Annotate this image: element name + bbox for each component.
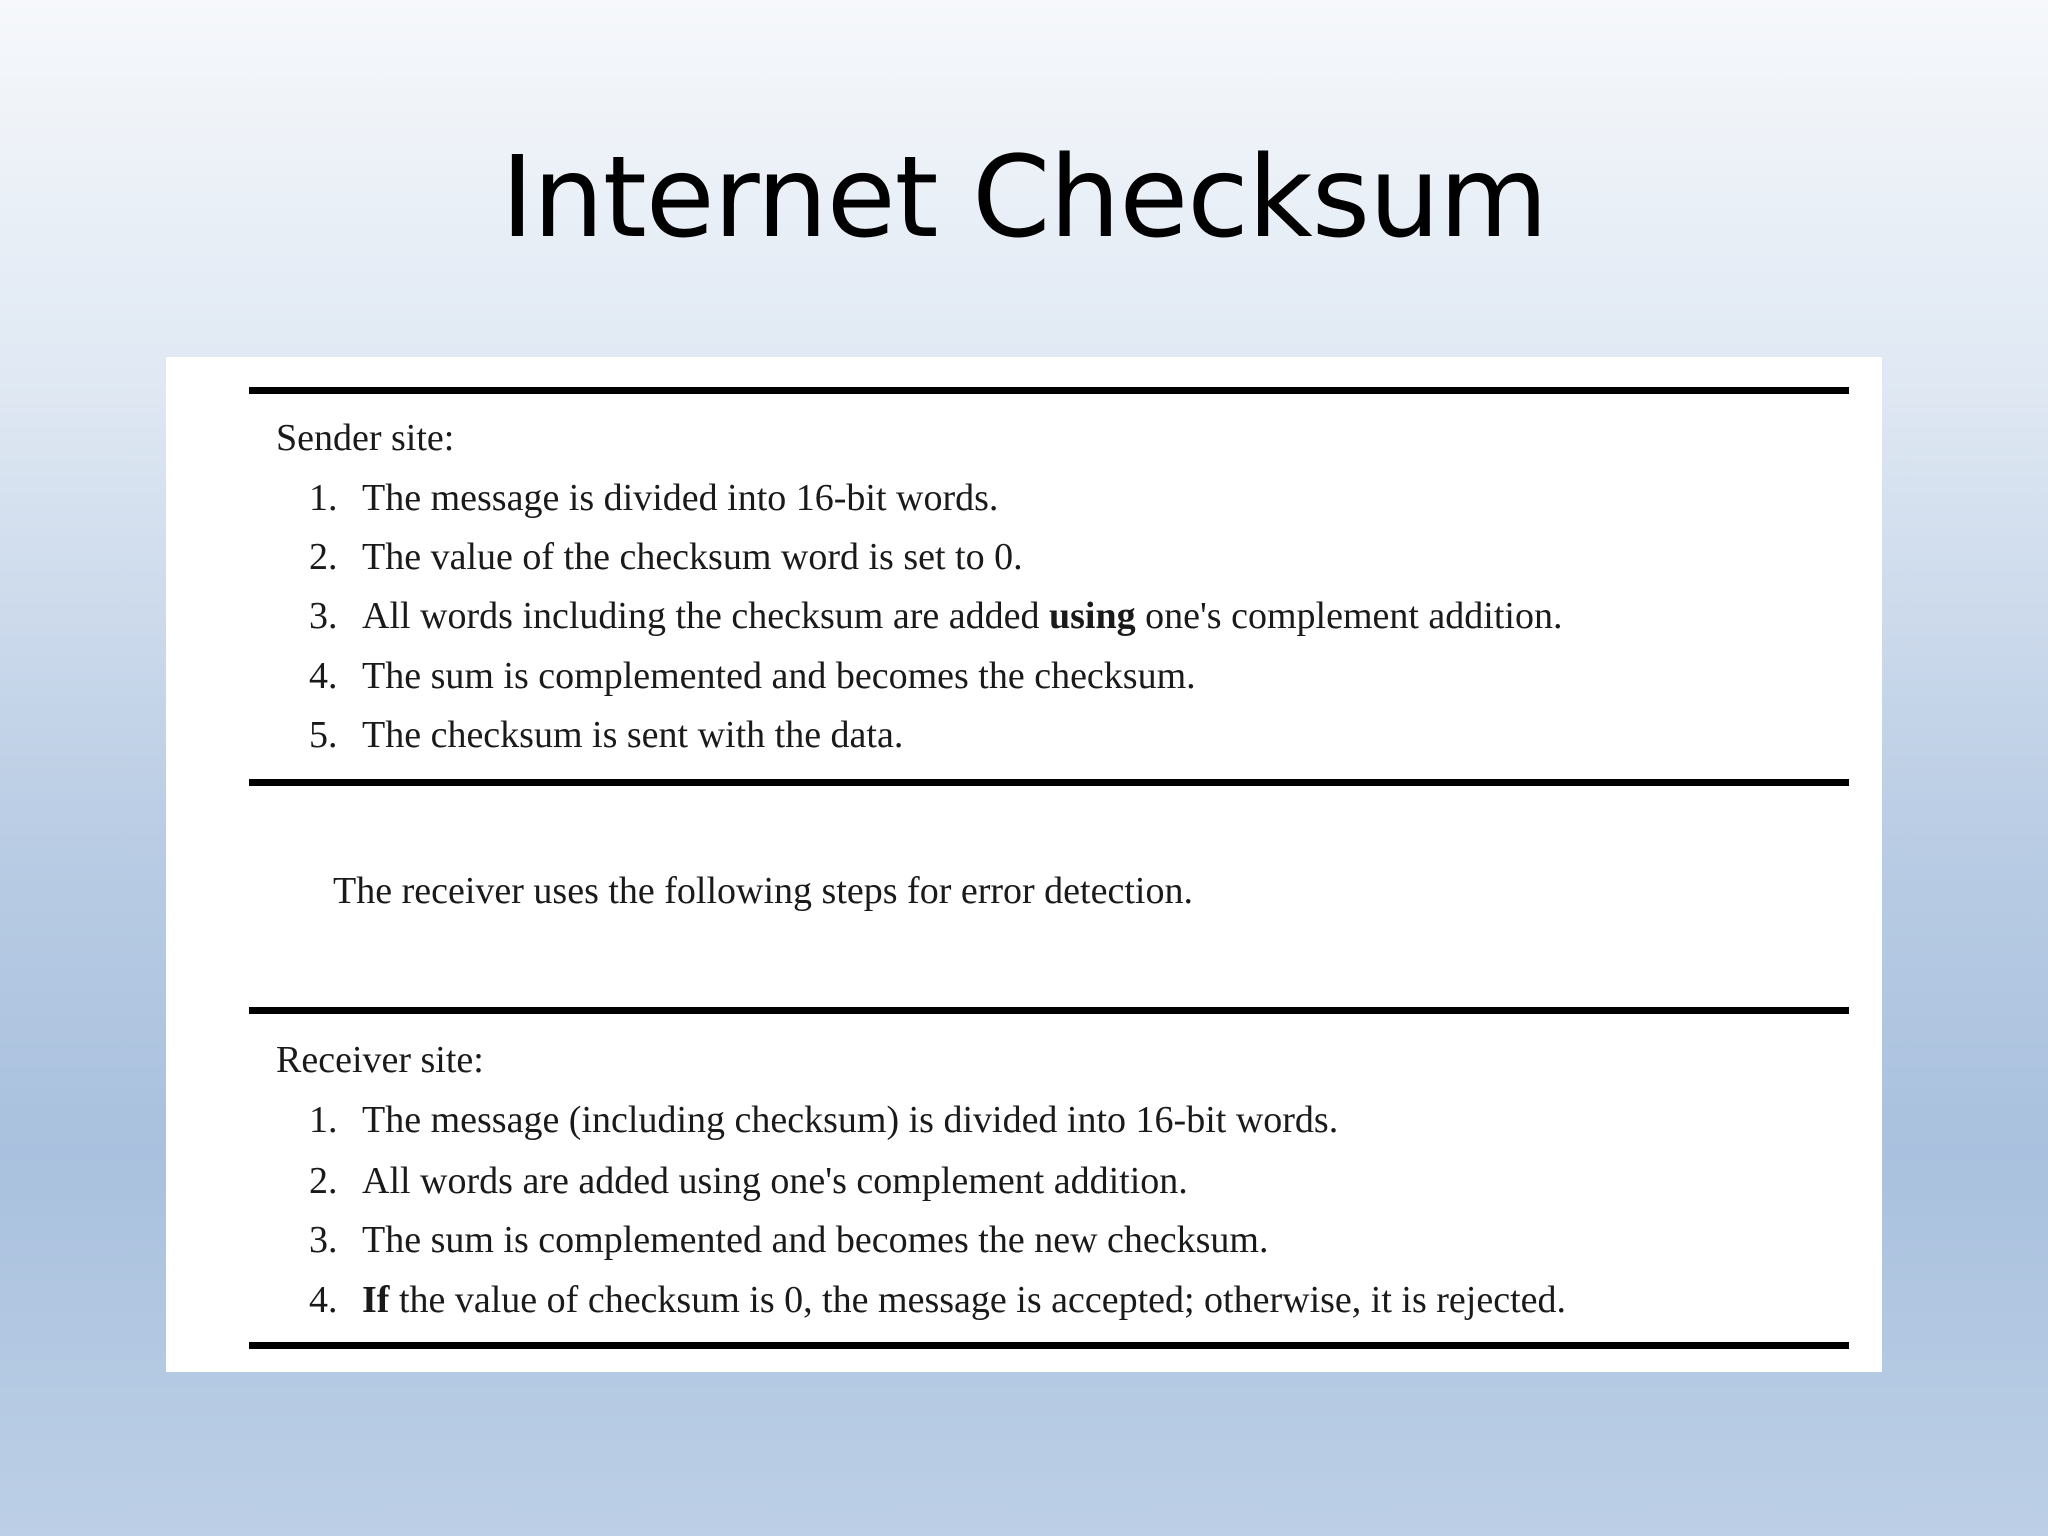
step-number: 2.	[309, 536, 338, 578]
slide-title: Internet Checksum	[500, 133, 1548, 263]
rule-bottom	[249, 1342, 1849, 1349]
step-number: 2.	[309, 1160, 338, 1202]
step-text: The checksum is sent with the data.	[362, 714, 904, 756]
content-image	[166, 357, 1882, 1372]
rule-sender-bottom	[249, 779, 1849, 786]
rule-receiver-top	[249, 1007, 1849, 1014]
step-text: The sum is complemented and becomes the checksum.	[362, 655, 1196, 697]
step-text-post: the value of checksum is 0, the message is accepted; otherwise, it is rejected.	[389, 1279, 1566, 1321]
step-text-bold: using	[1048, 595, 1136, 637]
step-text: The message (including checksum) is divided into 16-bit words.	[362, 1099, 1339, 1141]
receiver-step-1	[309, 1097, 1338, 1143]
sender-step-2	[309, 534, 1023, 580]
step-text-pre: All words including the checksum are added	[362, 595, 1049, 637]
step-number: 3.	[309, 1219, 338, 1261]
step-text: The message is divided into 16-bit words.	[362, 477, 999, 519]
step-number: 3.	[309, 595, 338, 637]
step-text-post: one's complement addition.	[1135, 595, 1563, 637]
receiver-step-2	[309, 1158, 1188, 1204]
sender-step-1	[309, 475, 998, 521]
sender-title: Sender site:	[276, 417, 455, 459]
receiver-title: Receiver site:	[276, 1039, 484, 1081]
sender-step-5	[309, 712, 903, 758]
rule-top	[249, 387, 1849, 394]
sender-step-3	[309, 593, 1562, 639]
step-number: 5.	[309, 714, 338, 756]
receiver-note: The receiver uses the following steps for error detection.	[333, 870, 1193, 912]
step-text: All words are added using one's complement addition.	[362, 1160, 1188, 1202]
step-number: 1.	[309, 477, 338, 519]
step-number: 4.	[309, 1279, 338, 1321]
step-number: 1.	[309, 1099, 338, 1141]
step-number: 4.	[309, 655, 338, 697]
step-text: The sum is complemented and becomes the new checksum.	[362, 1219, 1269, 1261]
receiver-step-4	[309, 1277, 1566, 1323]
step-text-bold: If	[362, 1279, 390, 1321]
receiver-step-3	[309, 1217, 1268, 1263]
step-text: The value of the checksum word is set to 0.	[362, 536, 1023, 578]
sender-step-4	[309, 653, 1196, 699]
